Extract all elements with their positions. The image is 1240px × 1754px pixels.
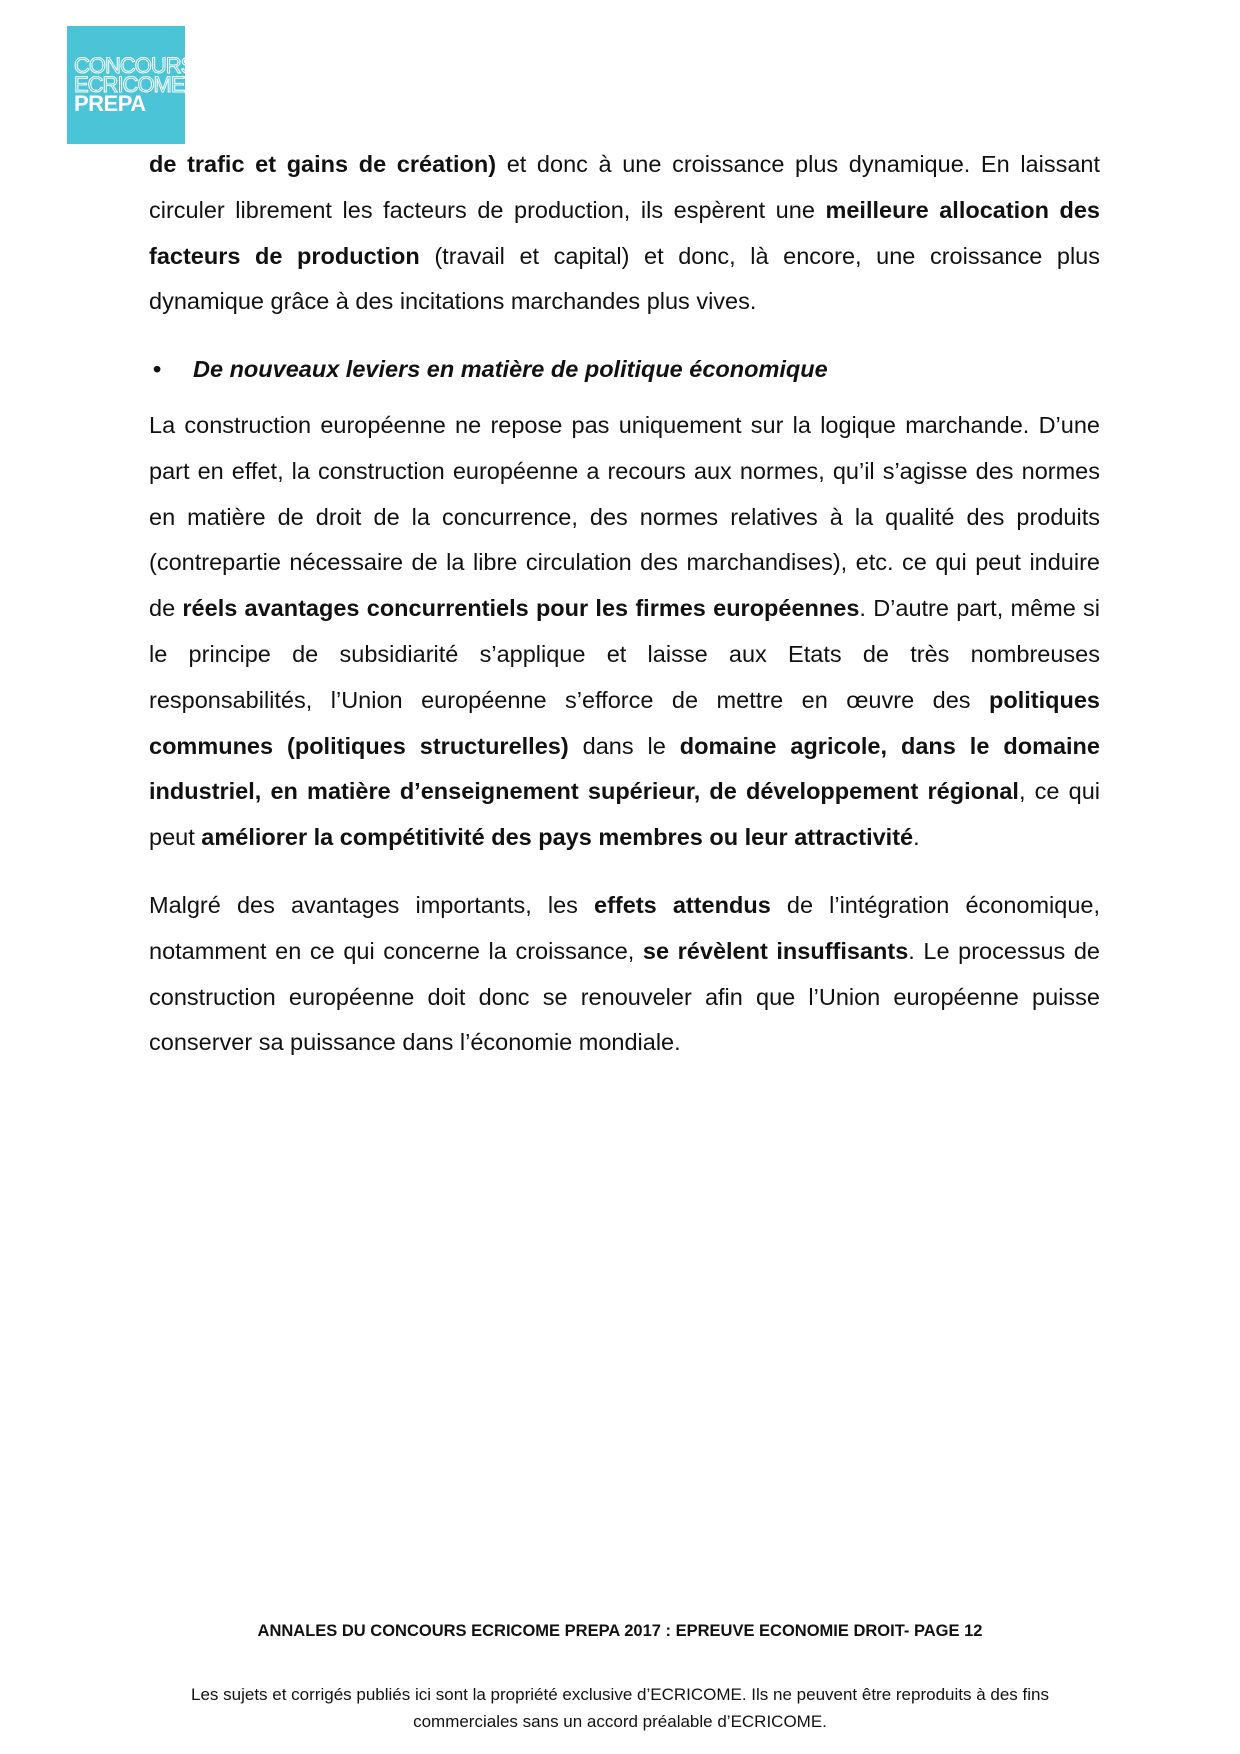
text-span: et donc à une croissance plus dynamique. En laissant circuler librement les facteurs de production, ils espèrent une: [149, 151, 1101, 223]
bold-span: réels avantages concurrentiels pour les firmes européennes: [182, 595, 860, 622]
logo-line-prepa: PREPA: [74, 91, 146, 116]
footer-title: ANNALES DU CONCOURS ECRICOME PREPA 2017 : EPREUVE ECONOMIE DROIT- PAGE 12: [257, 1622, 983, 1640]
text-span: . Le processus de construction européenne doit donc se renouveler afin que l’Union européenne puisse conserver sa puissance dans l’économie mondiale.: [149, 937, 1100, 1056]
section-heading-text: De nouveaux leviers en matière de politique économique: [193, 356, 828, 383]
bullet-icon: •: [153, 356, 162, 383]
bold-span: se révèlent insuffisants: [642, 937, 909, 964]
bold-span: domaine agricole, dans le domaine industriel, en matière d’enseignement supérieur, de développement régional: [149, 732, 1100, 805]
text-span: , ce qui peut: [149, 778, 1100, 851]
text-span: (travail et capital) et donc, là encore, une croissance plus dynamique grâce à des incitations marchandes plus vives.: [149, 242, 1100, 315]
text-span: La construction européenne ne repose pas uniquement sur la logique marchande. D’une part en effet, la construction européenne a recours aux normes, qu’il s’agisse des normes en matière de droit de la concurrence, des normes relatives à la qualité des produits (contrepartie nécessaire de la libre circulation des marchandises), etc. ce qui peut induire de: [149, 411, 1100, 622]
document-body: [149, 142, 1100, 1066]
footer-copyright-note: Les sujets et corrigés publiés ici sont la propriété exclusive d’ECRICOME. Ils ne peuvent être reproduits à des fins commerciales sans un accord préalable d’ECRICOME.: [191, 1685, 1049, 1731]
text-span: . D’autre part, même si le principe de subsidiarité s’applique et laisse aux Etats de très nombreuses responsabilités, l’Union européenne s’efforce de mettre en œuvre des: [149, 595, 1101, 713]
text-span: .: [913, 824, 920, 851]
bold-span: meilleure allocation des facteurs de production: [149, 196, 1100, 269]
ecricome-logo: [67, 26, 195, 144]
logo-line-ecricome: ECRICOME: [74, 72, 185, 97]
logo-line-concours: CONCOURS: [74, 53, 195, 78]
bold-span: effets attendus: [594, 891, 771, 918]
paragraph-2: [149, 403, 1100, 861]
text-span: Malgré des avantages importants, les: [149, 891, 595, 918]
section-heading-bullet: [149, 347, 1100, 393]
text-span: dans le: [568, 732, 680, 759]
paragraph-3: [149, 883, 1100, 1066]
bold-span: de trafic et gains de création): [149, 151, 497, 177]
bold-span: politiques communes (politiques structurelles): [149, 686, 1100, 759]
text-span: de l’intégration économique, notamment en ce qui concerne la croissance,: [149, 891, 1101, 964]
bold-span: améliorer la compétitivité des pays membres ou leur attractivité: [201, 824, 914, 851]
paragraph-1: [149, 142, 1100, 325]
